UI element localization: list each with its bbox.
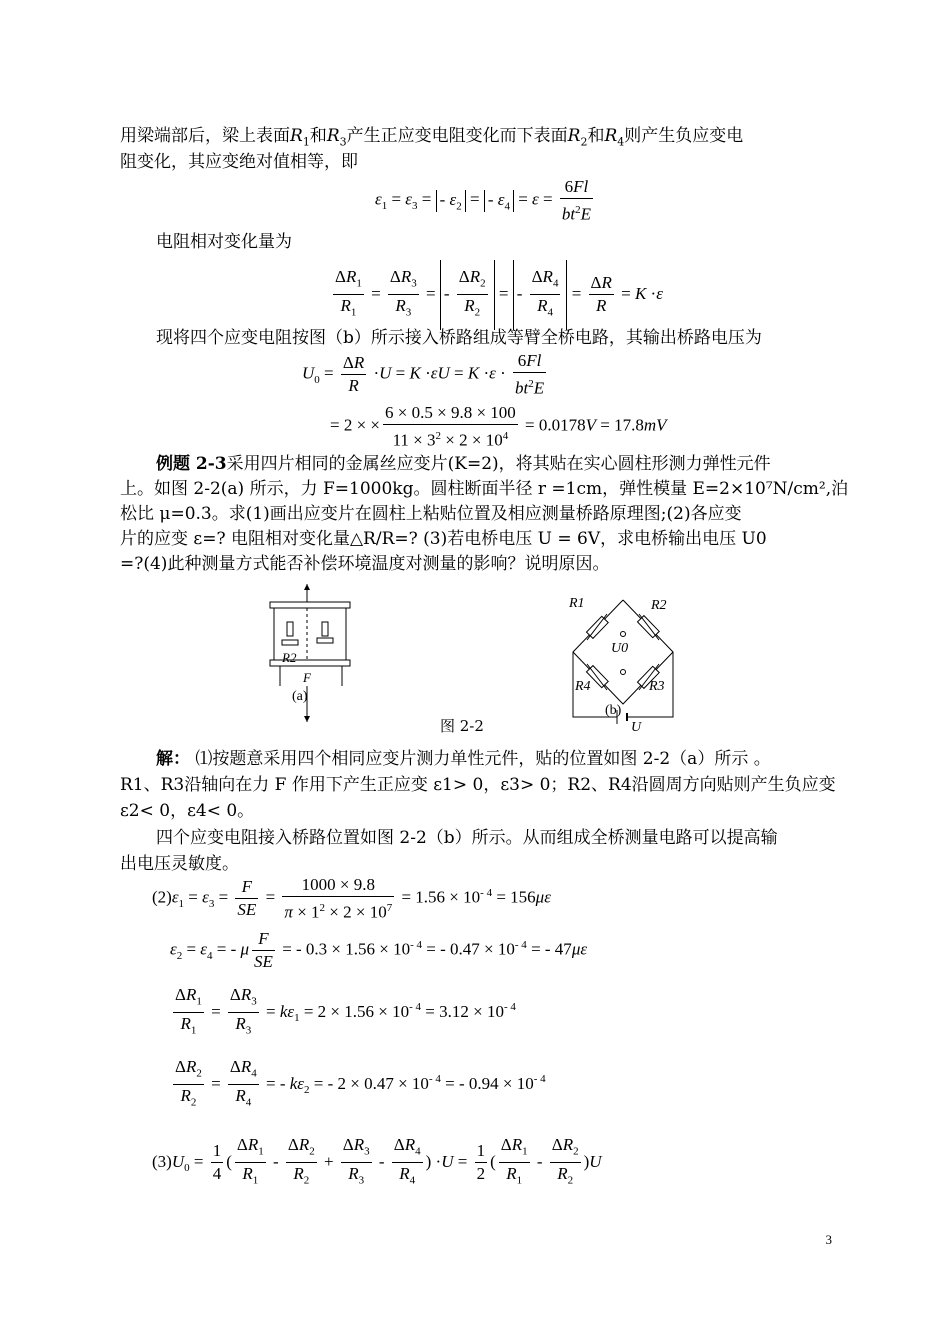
figure-b-bridge-circuit <box>565 592 695 734</box>
para1-line1: 用梁端部后，梁上表面$R_1$和$R_3$产生正应变电阻变化而下表面$R_2$和$R_4$则产生负应变电 <box>120 126 744 149</box>
label-r1: R1 <box>569 596 585 611</box>
output-terminal-top <box>621 632 626 637</box>
output-terminal-bottom <box>621 670 626 675</box>
para2: 电阻相对变化量为 <box>156 232 292 252</box>
gauge-r3 <box>322 622 328 636</box>
solution-line1-text: ⑴按题意采用四个相同应变片测力单性元件，贴的位置如图 2-2（a）所示 。 <box>195 749 771 769</box>
solution-line4: 四个应变电阻接入桥路位置如图 2-2（b）所示。从而组成全桥测量电路可以提高输 <box>156 828 778 848</box>
example-line2: 上。如图 2-2(a) 所示，力 F=1000kg。圆柱断面半径 r =1cm，弹性模量 E=2×10⁷N/cm²,泊 <box>120 479 849 499</box>
label-r3: R3 <box>649 679 665 694</box>
arrow-down-icon <box>304 716 310 722</box>
equation-3b: = 2 × × $\frac{6 \times 0.5 \times 9.8 \times 100}{11 \times 3^2 \times 2 \times 10^4}$ = 0.0178V = 17.8mV <box>330 403 667 450</box>
arrow-up-icon <box>304 584 310 590</box>
label-r2: R2 <box>282 650 297 665</box>
solution-line3: ε2< 0，ε4< 0。 <box>120 801 255 821</box>
label-a: (a) <box>292 689 308 704</box>
solution-label: 解： <box>156 749 190 769</box>
label-force: F <box>303 670 311 685</box>
example-line1 <box>156 452 771 476</box>
gauge-r4 <box>317 638 333 643</box>
gauge-r2 <box>282 640 298 645</box>
example-line3: 松比 μ=0.3。求(1)画出应变片在圆柱上粘贴位置及相应测量桥路原理图;(2)各应变 <box>120 504 742 524</box>
solution-line1 <box>156 747 771 771</box>
example-line4: 片的应变 ε=? 电阻相对变化量△R/R=? (3)若电桥电压 U = 6V，求电桥输出电压 U0 <box>120 529 767 549</box>
top-plate <box>270 602 350 608</box>
label-b: (b) <box>605 703 622 718</box>
example-title: 例题 2-3 <box>156 454 227 474</box>
bridge-right-wire <box>623 600 673 717</box>
bridge-left-wire <box>573 600 623 717</box>
example-line1-text: 采用四片相同的金属丝应变片(K=2)，将其贴在实心圆柱形测力弹性元件 <box>226 454 771 474</box>
label-u: U <box>631 720 642 734</box>
gauge-r1 <box>287 622 293 636</box>
equation-8: $(3)U_0$ = $\frac{1}{4}$ ( $\frac{\Delta R_1}{R_1}$ - $\frac{\Delta R_2}{R_2}$ + $\frac{\Delta R_3}{R_3}$ - $\frac{\Delta R_4}{R_4}$ ) ·U = $\frac{1}{2}$ ( $\frac{\Delta R_1}{R_1}$ - $\frac{\Delta R_2}{R_2}$ )U <box>152 1135 602 1187</box>
equation-3a: $U_0$ = $\frac{\Delta R}{R}$ ·U = K ·εU = K ·ε · $\frac{6Fl}{bt^2E}$ <box>302 351 545 398</box>
equation-1: $\varepsilon_1 = \varepsilon_3$ = - $\varepsilon_2$ = - $\varepsilon_4 = \varepsilon$ = $\frac{6Fl}{bt^2E}$ <box>375 177 591 224</box>
bridge-lower-wire <box>573 652 673 704</box>
label-u0: U0 <box>611 641 629 656</box>
para3: 现将四个应变电阻按图（b）所示接入桥路组成等臂全桥电路，其输出桥路电压为 <box>156 328 762 348</box>
label-r4: R4 <box>575 679 591 694</box>
solution-line5: 出电压灵敏度。 <box>120 854 239 874</box>
example-line5: =?(4)此种测量方式能否补偿环境温度对测量的影响？说明原因。 <box>120 554 610 574</box>
solution-line2: R1、R3沿轴向在力 F 作用下产生正应变 ε1> 0，ε3> 0；R2、R4沿圆周方向贴则产生负应变 <box>120 775 836 795</box>
equation-6: $\frac{\Delta R_1}{R_1}$ = $\frac{\Delta R_3}{R_3}$ = $k\varepsilon_1 = 2 \times 1.56 \times 10^{- 4} = 3.12 \times 10^{- 4}$ <box>175 985 516 1037</box>
page-number: 3 <box>825 1232 832 1247</box>
para1-line2: 阻变化，其应变绝对值相等，即 <box>120 152 358 172</box>
label-r2-bridge: R2 <box>651 598 667 613</box>
equation-5: $\varepsilon_2 = \varepsilon_4$ = - μ $\frac{F}{SE}$ = - $0.3 \times 1.56 \times 10^{- 4}$ = - $0.47 \times 10^{- 4}$ = - 47με <box>170 929 588 971</box>
figure-a-cylinder <box>262 582 362 728</box>
equation-7: $\frac{\Delta R_2}{R_2}$ = $\frac{\Delta R_4}{R_4}$ = - $k\varepsilon_2$ = - $2 \times 0.47 \times 10^{- 4}$ = - $0.94 \times 10^{- 4}$ <box>175 1057 546 1109</box>
equation-4: $(2)\varepsilon_1 = \varepsilon_3$ = $\frac{F}{SE}$ = $\frac{1000 \times 9.8}{\pi \times 1^2 \times 2 \times 10^7}$ = $1.56 \times 10^{- 4} = 156\mu\varepsilon$ <box>152 875 551 922</box>
equation-2: $\frac{\Delta R_1}{R_1}$ = $\frac{\Delta R_3}{R_3}$ = - $\frac{\Delta R_2}{R_2}$ = - $\frac{\Delta R_4}{R_4}$ = $\frac{\Delta R}{R}$ = K ·ε <box>330 260 663 330</box>
figure-caption: 图 2-2 <box>440 717 484 735</box>
